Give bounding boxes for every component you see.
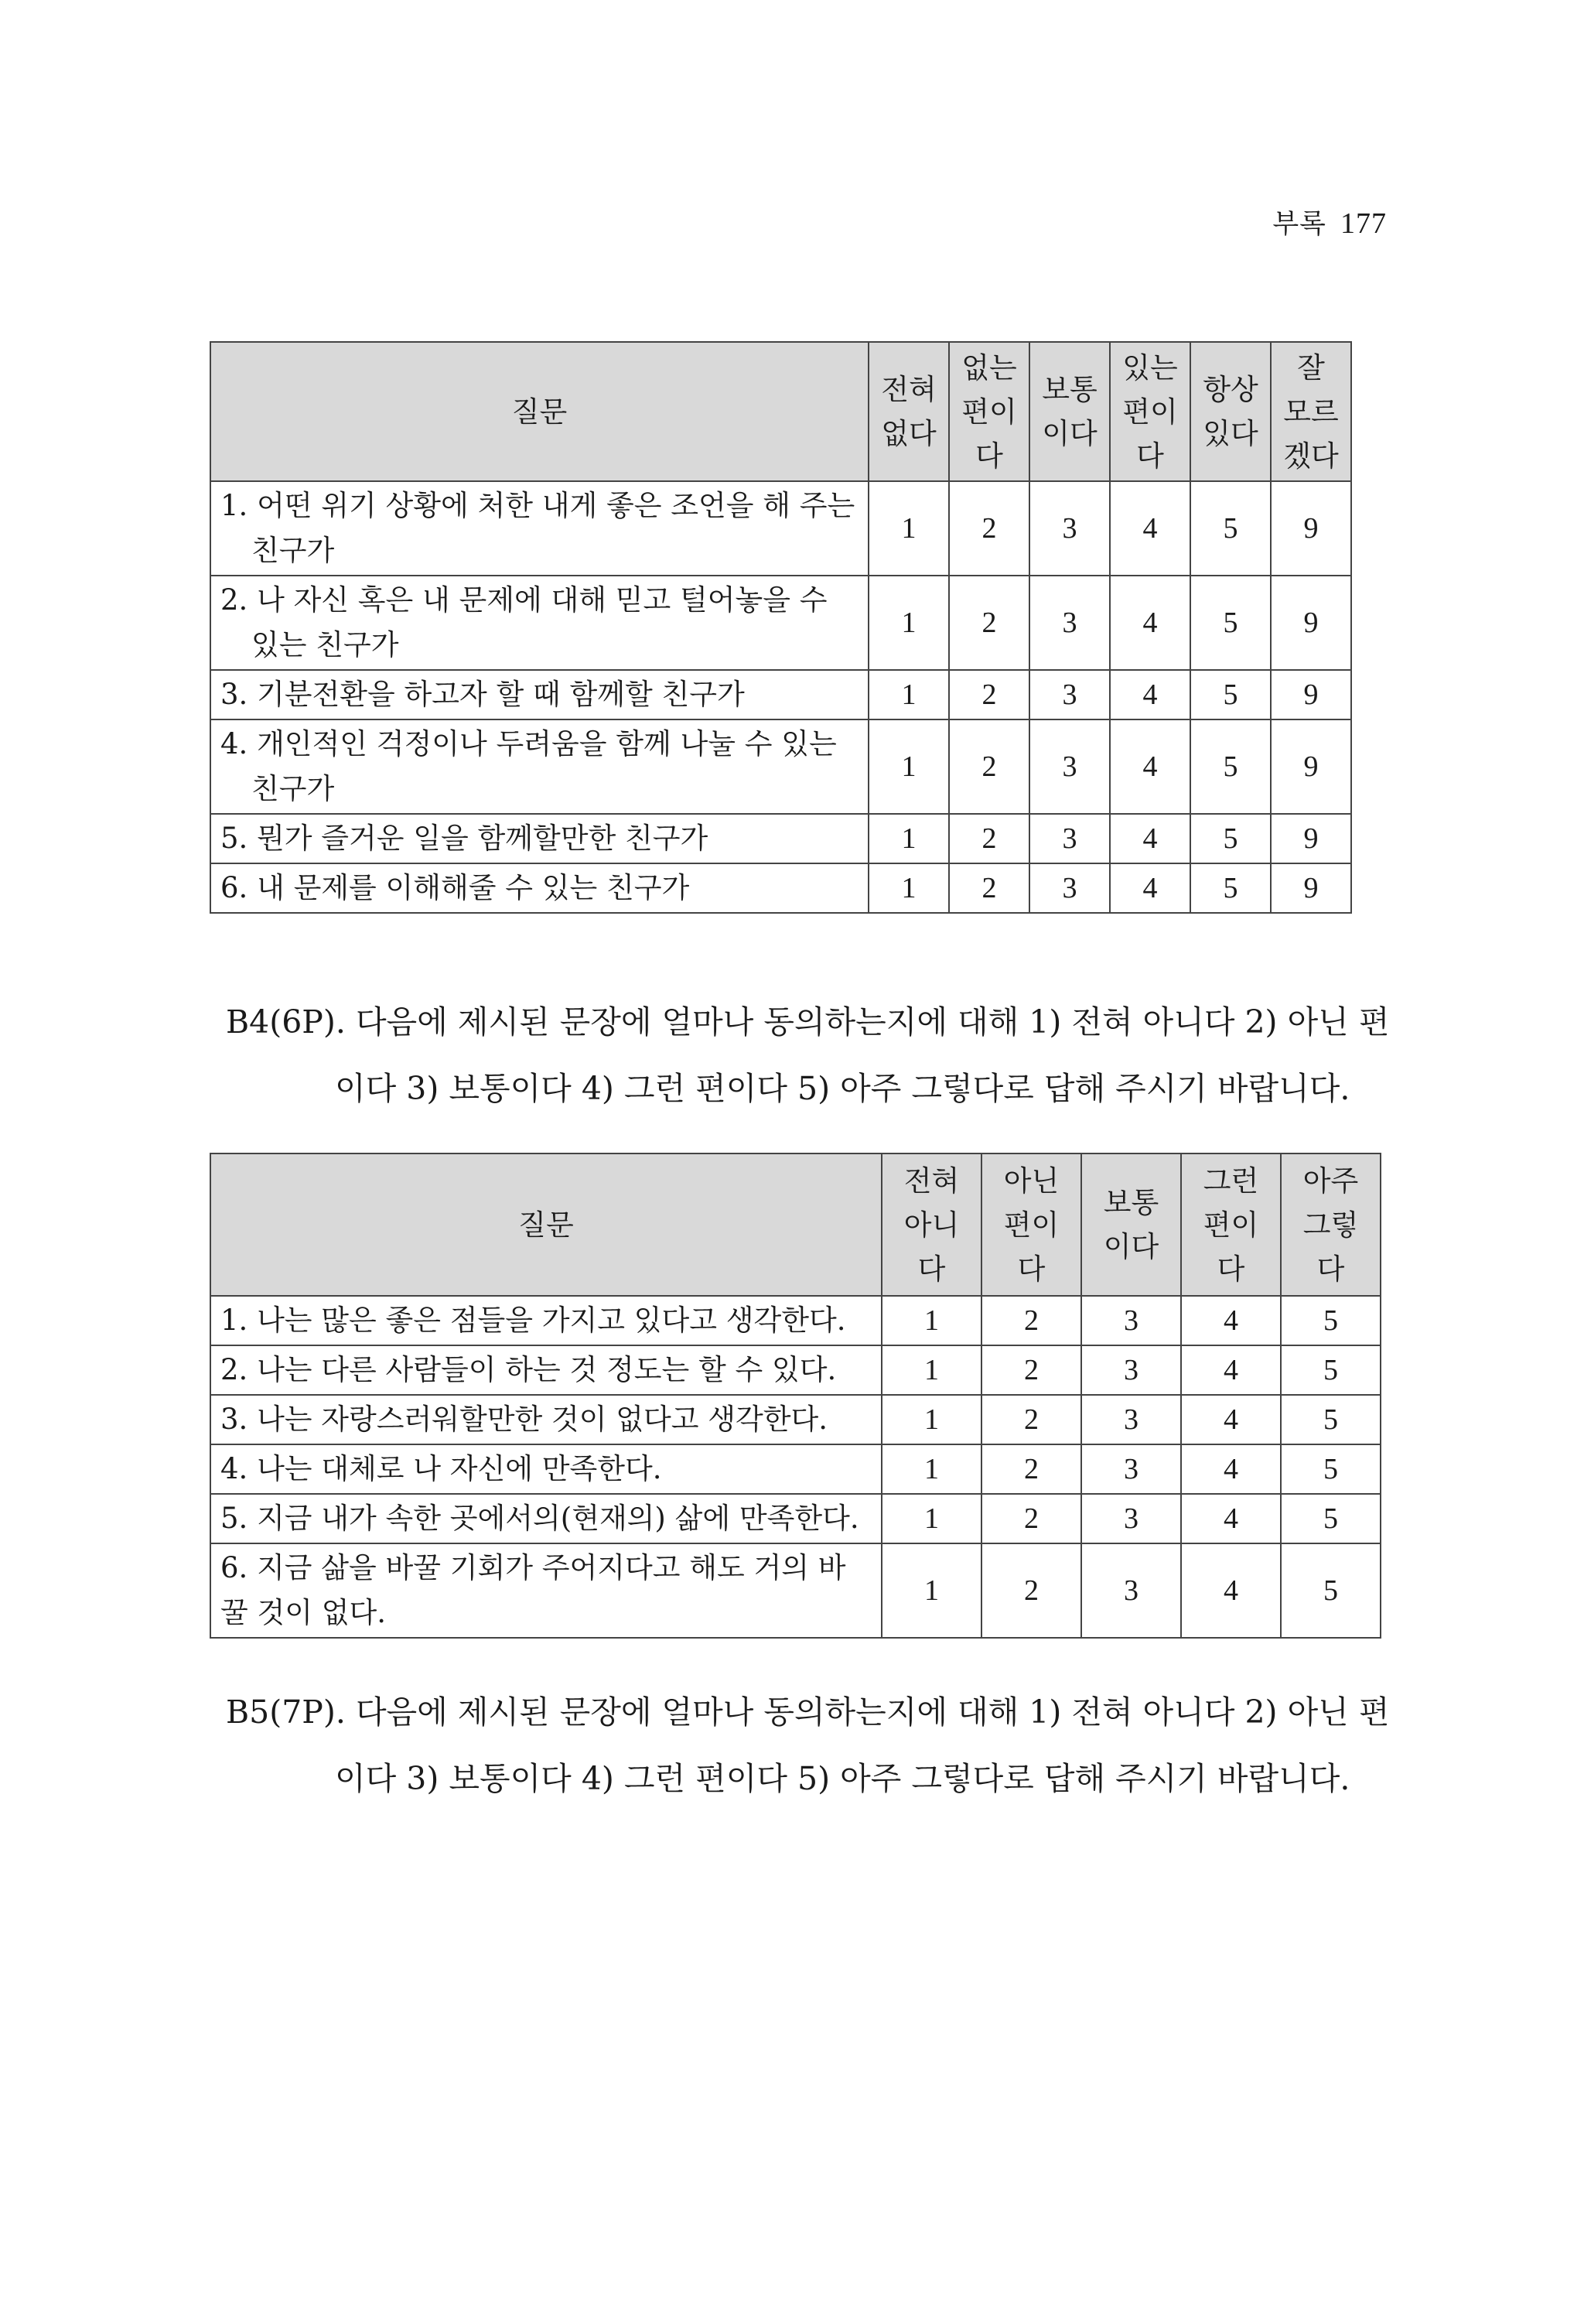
response-option-cell: 1 xyxy=(869,863,949,913)
scale-header xyxy=(1190,342,1271,481)
scale-header-line: 편이 xyxy=(1003,1208,1060,1242)
scale-header xyxy=(1271,342,1351,481)
question-text: 3. 나는 자랑스러워할만한 것이 없다고 생각한다. xyxy=(220,1403,828,1436)
response-option-cell: 4 xyxy=(1181,1494,1281,1543)
scale-header-line: 항상 xyxy=(1203,373,1258,406)
response-option-cell: 5 xyxy=(1281,1296,1381,1345)
response-option-cell: 9 xyxy=(1271,863,1351,913)
response-option-cell: 3 xyxy=(1029,670,1110,719)
scale-header-line: 아니 xyxy=(903,1208,960,1242)
response-option-cell: 4 xyxy=(1110,670,1190,719)
friend-support-table xyxy=(210,341,1352,914)
scale-header-line: 이다 xyxy=(1103,1230,1159,1263)
response-option-cell: 2 xyxy=(981,1345,1081,1395)
response-option-cell: 5 xyxy=(1190,670,1271,719)
scale-header-line: 없는 xyxy=(961,350,1017,384)
response-option-cell: 9 xyxy=(1271,814,1351,863)
table-row xyxy=(210,1543,1381,1638)
response-option-cell: 1 xyxy=(882,1345,981,1395)
scale-header-line: 편이 xyxy=(1203,1208,1259,1242)
question-text: 5. 지금 내가 속한 곳에서의(현재의) 삶에 만족한다. xyxy=(220,1502,859,1535)
response-option-cell: 5 xyxy=(1281,1345,1381,1395)
response-option-cell: 4 xyxy=(1181,1296,1281,1345)
scale-header-line: 겠다 xyxy=(1283,439,1339,473)
response-option-cell: 9 xyxy=(1271,670,1351,719)
scale-header-line: 전혀 xyxy=(903,1164,960,1198)
response-option-cell: 2 xyxy=(949,814,1029,863)
page-number: 177 xyxy=(1340,207,1387,240)
table-row xyxy=(210,814,1351,863)
question-header: 질문 xyxy=(210,1153,882,1296)
table-row xyxy=(210,576,1351,670)
question-cell xyxy=(210,576,869,670)
response-option-cell: 4 xyxy=(1110,719,1190,814)
response-option-cell: 1 xyxy=(869,670,949,719)
question-cell xyxy=(210,719,869,814)
scale-header-line: 없다 xyxy=(881,417,937,450)
scale-header xyxy=(1110,342,1190,481)
scale-header-line: 편이 xyxy=(961,395,1017,429)
response-option-cell: 1 xyxy=(882,1543,981,1638)
response-option-cell: 2 xyxy=(949,481,1029,576)
response-option-cell: 3 xyxy=(1029,863,1110,913)
response-option-cell: 1 xyxy=(882,1494,981,1543)
scale-header-line: 편이 xyxy=(1122,395,1178,429)
response-option-cell: 3 xyxy=(1029,719,1110,814)
response-option-cell: 1 xyxy=(869,814,949,863)
scale-header xyxy=(882,1153,981,1296)
response-option-cell: 9 xyxy=(1271,481,1351,576)
question-header: 질문 xyxy=(210,342,869,481)
question-text: 4. 나는 대체로 나 자신에 만족한다. xyxy=(220,1452,662,1485)
response-option-cell: 3 xyxy=(1029,814,1110,863)
response-option-cell: 4 xyxy=(1110,814,1190,863)
question-text: 6. 지금 삶을 바꿀 기회가 주어지다고 해도 거의 바꿀 것이 없다. xyxy=(220,1551,846,1629)
instruction-line: B5(7P). 다음에 제시된 문장에 얼마나 동의하는지에 대해 1) 전혀 아니다 2) 아닌 편 xyxy=(226,1693,1390,1731)
response-option-cell: 4 xyxy=(1110,481,1190,576)
question-cell xyxy=(210,1296,882,1345)
response-option-cell: 3 xyxy=(1081,1296,1181,1345)
scale-header-line: 보통 xyxy=(1103,1186,1159,1219)
response-option-cell: 3 xyxy=(1081,1543,1181,1638)
response-option-cell: 5 xyxy=(1281,1543,1381,1638)
question-cell xyxy=(210,1543,882,1638)
response-option-cell: 4 xyxy=(1110,576,1190,670)
response-option-cell: 1 xyxy=(882,1296,981,1345)
scale-header xyxy=(1181,1153,1281,1296)
scale-header-line: 모르 xyxy=(1283,395,1339,429)
response-option-cell: 5 xyxy=(1281,1444,1381,1494)
table-row xyxy=(210,863,1351,913)
question-text: 2. 나는 다른 사람들이 하는 것 정도는 할 수 있다. xyxy=(220,1353,837,1386)
response-option-cell: 4 xyxy=(1181,1444,1281,1494)
response-option-cell: 3 xyxy=(1029,481,1110,576)
response-option-cell: 2 xyxy=(981,1296,1081,1345)
table-row xyxy=(210,1296,1381,1345)
response-option-cell: 2 xyxy=(981,1395,1081,1444)
response-option-cell: 2 xyxy=(949,576,1029,670)
scale-header xyxy=(1081,1153,1181,1296)
question-cell xyxy=(210,1444,882,1494)
scale-header-line: 이다 xyxy=(1042,417,1098,450)
response-option-cell: 9 xyxy=(1271,576,1351,670)
scale-header-line: 다 xyxy=(917,1252,946,1286)
scale-header-line: 다 xyxy=(1316,1252,1345,1286)
section-label: 부록 xyxy=(1272,209,1326,240)
response-option-cell: 5 xyxy=(1281,1494,1381,1543)
response-option-cell: 4 xyxy=(1110,863,1190,913)
response-option-cell: 2 xyxy=(981,1444,1081,1494)
response-option-cell: 1 xyxy=(869,576,949,670)
response-option-cell: 5 xyxy=(1190,863,1271,913)
response-option-cell: 1 xyxy=(882,1395,981,1444)
table-row xyxy=(210,1444,1381,1494)
instruction-b5 xyxy=(226,1679,1390,1812)
response-option-cell: 2 xyxy=(949,719,1029,814)
question-text: 4. 개인적인 걱정이나 두려움을 함께 나눌 수 있는 친구가 xyxy=(220,727,837,805)
response-option-cell: 3 xyxy=(1081,1395,1181,1444)
scale-header-line: 다 xyxy=(1136,439,1164,473)
response-option-cell: 3 xyxy=(1029,576,1110,670)
question-text: 1. 나는 많은 좋은 점들을 가지고 있다고 생각한다. xyxy=(220,1304,846,1337)
scale-header-line: 아주 xyxy=(1302,1164,1359,1198)
instruction-line: B4(6P). 다음에 제시된 문장에 얼마나 동의하는지에 대해 1) 전혀 아니다 2) 아닌 편 xyxy=(226,1003,1390,1041)
scale-header-line: 아닌 xyxy=(1003,1164,1060,1198)
table-row xyxy=(210,1345,1381,1395)
response-option-cell: 9 xyxy=(1271,719,1351,814)
response-option-cell: 3 xyxy=(1081,1444,1181,1494)
response-option-cell: 2 xyxy=(949,670,1029,719)
question-text: 6. 내 문제를 이해해줄 수 있는 친구가 xyxy=(220,871,690,904)
scale-header xyxy=(949,342,1029,481)
scale-header-line: 그렇 xyxy=(1302,1208,1359,1242)
scale-header xyxy=(1281,1153,1381,1296)
scale-header-line: 있는 xyxy=(1122,350,1178,384)
scale-header-line: 전혀 xyxy=(881,373,937,406)
response-option-cell: 5 xyxy=(1190,481,1271,576)
table-row xyxy=(210,1494,1381,1543)
response-option-cell: 5 xyxy=(1190,576,1271,670)
scale-header-line: 있다 xyxy=(1203,417,1258,450)
table-row xyxy=(210,670,1351,719)
question-cell xyxy=(210,481,869,576)
response-option-cell: 4 xyxy=(1181,1543,1281,1638)
scale-header-line: 그런 xyxy=(1203,1164,1259,1198)
question-text: 1. 어떤 위기 상황에 처한 내게 좋은 조언을 해 주는 친구가 xyxy=(220,489,855,567)
table-row xyxy=(210,481,1351,576)
question-text: 5. 뭔가 즐거운 일을 함께할만한 친구가 xyxy=(220,822,708,855)
instruction-line: 이다 3) 보통이다 4) 그런 편이다 5) 아주 그렇다로 답해 주시기 바랍니다. xyxy=(335,1760,1350,1797)
response-option-cell: 2 xyxy=(949,863,1029,913)
question-text: 2. 나 자신 혹은 내 문제에 대해 믿고 털어놓을 수 있는 친구가 xyxy=(220,583,828,661)
table-header-row xyxy=(210,342,1351,481)
response-option-cell: 3 xyxy=(1081,1494,1181,1543)
table-row xyxy=(210,1395,1381,1444)
running-header xyxy=(1272,203,1387,241)
question-cell xyxy=(210,814,869,863)
scale-header-line: 다 xyxy=(975,439,1003,473)
response-option-cell: 2 xyxy=(981,1494,1081,1543)
question-cell xyxy=(210,670,869,719)
question-text: 3. 기분전환을 하고자 할 때 함께할 친구가 xyxy=(220,678,745,711)
table-row xyxy=(210,719,1351,814)
scale-header-line: 잘 xyxy=(1297,350,1325,384)
self-esteem-table xyxy=(210,1153,1381,1639)
response-option-cell: 5 xyxy=(1190,719,1271,814)
response-option-cell: 4 xyxy=(1181,1345,1281,1395)
question-cell xyxy=(210,863,869,913)
question-cell xyxy=(210,1494,882,1543)
scale-header-line: 보통 xyxy=(1042,373,1098,406)
response-option-cell: 1 xyxy=(869,481,949,576)
scale-header-line: 다 xyxy=(1017,1252,1046,1286)
scale-header xyxy=(869,342,949,481)
instruction-line: 이다 3) 보통이다 4) 그런 편이다 5) 아주 그렇다로 답해 주시기 바랍니다. xyxy=(335,1070,1350,1107)
response-option-cell: 5 xyxy=(1281,1395,1381,1444)
response-option-cell: 3 xyxy=(1081,1345,1181,1395)
scale-header xyxy=(1029,342,1110,481)
question-cell xyxy=(210,1345,882,1395)
response-option-cell: 2 xyxy=(981,1543,1081,1638)
response-option-cell: 1 xyxy=(882,1444,981,1494)
response-option-cell: 4 xyxy=(1181,1395,1281,1444)
instruction-b4 xyxy=(226,989,1390,1122)
question-cell xyxy=(210,1395,882,1444)
table-header-row xyxy=(210,1153,1381,1296)
response-option-cell: 1 xyxy=(869,719,949,814)
scale-header-line: 다 xyxy=(1217,1252,1245,1286)
response-option-cell: 5 xyxy=(1190,814,1271,863)
scale-header xyxy=(981,1153,1081,1296)
